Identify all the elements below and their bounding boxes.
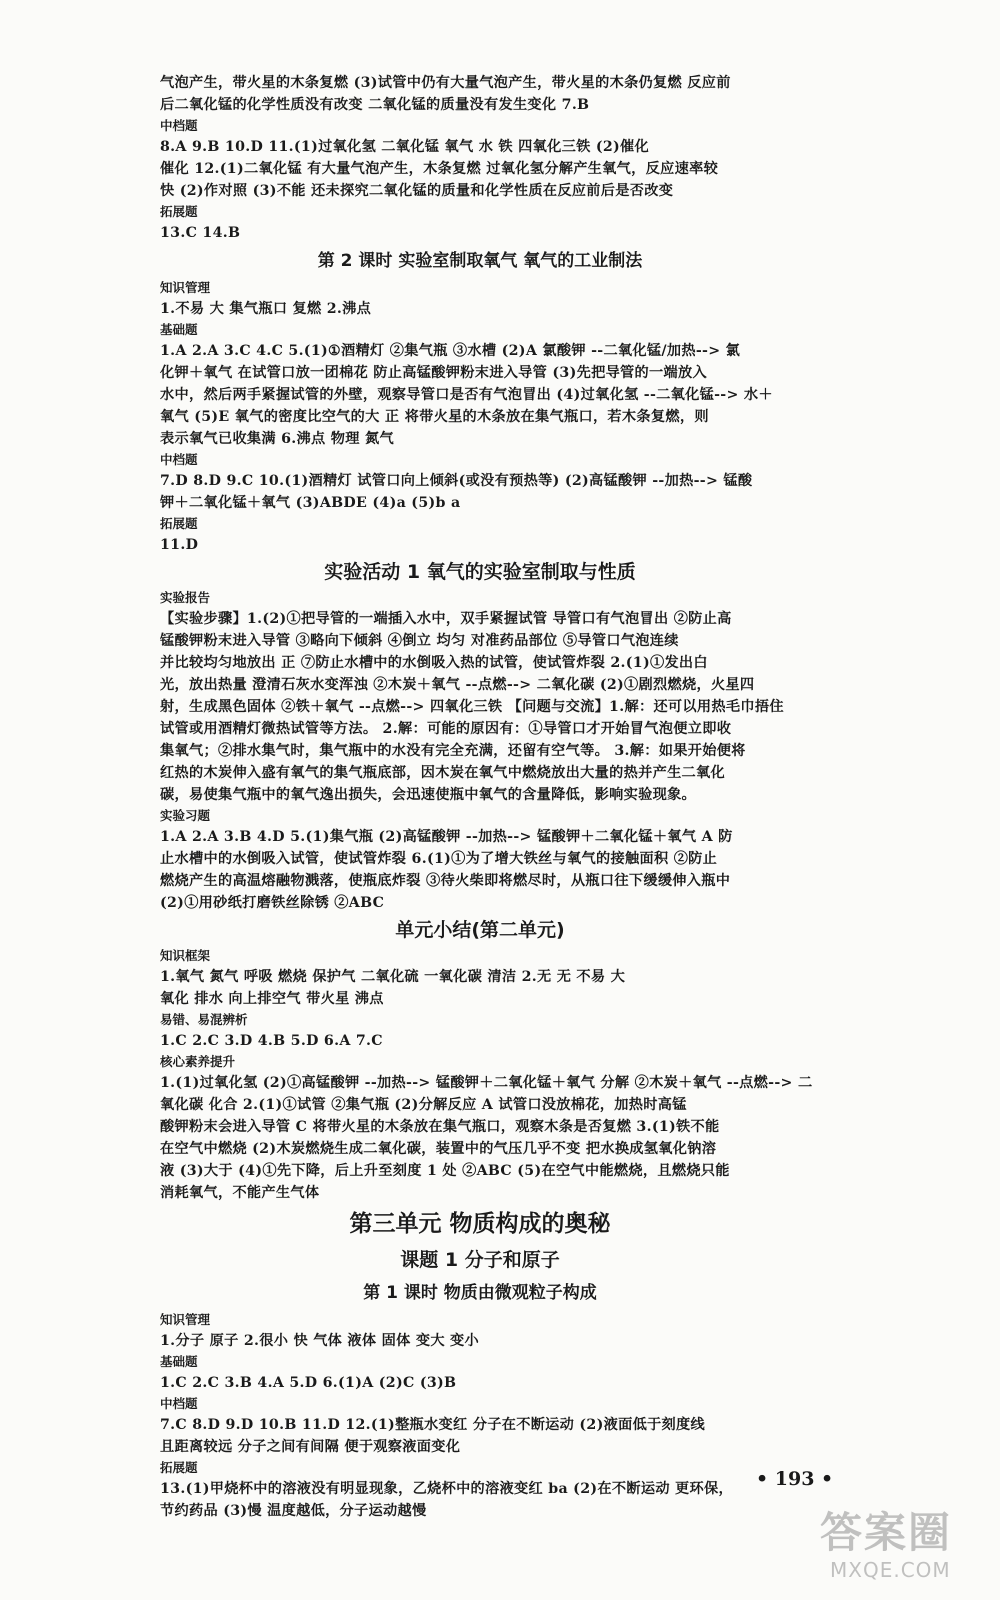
- text-line: 1.C 2.C 3.B 4.A 5.D 6.(1)A (2)C (3)B: [160, 1375, 457, 1391]
- text-line: 酸钾粉末会进入导管 C 将带火星的木条放在集气瓶口，观察木条是否复燃 3.(1)铁不能: [160, 1119, 720, 1135]
- section-label: 拓展题: [160, 204, 198, 219]
- text-line: 试管或用酒精灯微热试管等方法。 2.解：可能的原因有：①导管口才开始冒气泡便立即收: [160, 721, 732, 737]
- text-line: 1.A 2.A 3.C 4.C 5.(1)①酒精灯 ②集气瓶 ③水槽 (2)A 氯酸钾 --二氧化锰/加热--> 氯: [160, 343, 741, 359]
- text-line: 1.氧气 氮气 呼吸 燃烧 保护气 二氧化硫 一氧化碳 清洁 2.无 无 不易 大: [160, 969, 626, 985]
- text-line: 1.不易 大 集气瓶口 复燃 2.沸点: [160, 301, 372, 317]
- text-line: 【实验步骤】1.(2)①把导管的一端插入水中，双手紧握试管 导管口有气泡冒出 ②防止高: [160, 611, 732, 627]
- text-line: 节约药品 (3)慢 温度越低，分子运动越慢: [160, 1503, 427, 1519]
- text-line: 11.D: [160, 537, 199, 553]
- text-line: 1.(1)过氧化氢 (2)①高锰酸钾 --加热--> 锰酸钾＋二氧化锰＋氧气 分解 ②木炭＋氧气 --点燃--> 二: [160, 1075, 813, 1091]
- text-line: 钾＋二氧化锰＋氧气 (3)ABDE (4)a (5)b a: [160, 495, 461, 511]
- text-line: 在空气中燃烧 (2)木炭燃烧生成二氧化碳，装置中的气压几乎不变 把水换成氢氧化钠溶: [160, 1141, 717, 1157]
- section-label: 基础题: [160, 322, 198, 337]
- section-label: 知识管理: [160, 280, 211, 295]
- text-line: 光，放出热量 澄清石灰水变浑浊 ②木炭＋氧气 --点燃--> 二氧化碳 (2)①剧烈燃烧，火星四: [160, 677, 755, 693]
- text-line: 射，生成黑色固体 ②铁＋氧气 --点燃--> 四氧化三铁 【问题与交流】1.解：还可以用热毛巾捂住: [160, 699, 784, 715]
- text-line: 氧化 排水 向上排空气 带火星 沸点: [160, 991, 384, 1007]
- answer-page: [160, 72, 813, 1522]
- section-label: 易错、易混辨析: [160, 1012, 248, 1027]
- text-line: 止水槽中的水倒吸入试管，使试管炸裂 6.(1)①为了增大铁丝与氧气的接触面积 ②防止: [160, 851, 718, 867]
- page-number: • 193 •: [756, 1468, 834, 1490]
- text-line: 快 (2)作对照 (3)不能 还未探究二氧化锰的质量和化学性质在反应前后是否改变: [160, 183, 674, 199]
- text-line: 氧化碳 化合 2.(1)①试管 ②集气瓶 (2)分解反应 A 试管口没放棉花，加热时高锰: [160, 1097, 687, 1113]
- section-label: 核心素养提升: [160, 1054, 236, 1069]
- text-line: 且距离较远 分子之间有间隔 便于观察液面变化: [160, 1439, 461, 1455]
- text-line: 后二氧化锰的化学性质没有改变 二氧化锰的质量没有发生变化 7.B: [160, 97, 590, 113]
- section-label: 知识管理: [160, 1312, 211, 1327]
- text-line: 7.C 8.D 9.D 10.B 11.D 12.(1)整瓶水变红 分子在不断运动 (2)液面低于刻度线: [160, 1417, 706, 1433]
- text-line: 8.A 9.B 10.D 11.(1)过氧化氢 二氧化锰 氧气 水 铁 四氧化三铁 (2)催化: [160, 139, 650, 155]
- text-line: (2)①用砂纸打磨铁丝除锈 ②ABC: [160, 895, 385, 911]
- text-line: 液 (3)大于 (4)①先下降，后上升至刻度 1 处 ②ABC (5)在空气中能燃烧，且燃烧只能: [160, 1163, 730, 1179]
- section-label: 知识框架: [160, 948, 211, 963]
- section-heading: 第 1 课时 物质由微观粒子构成: [363, 1283, 597, 1303]
- watermark-title: 答案圈: [820, 1508, 953, 1557]
- section-heading: 第 2 课时 实验室制取氧气 氧气的工业制法: [317, 251, 643, 271]
- watermark-logo: [820, 1500, 980, 1590]
- text-line: 锰酸钾粉末进入导管 ③略向下倾斜 ④倒立 均匀 对准药品部位 ⑤导管口气泡连续: [160, 633, 679, 649]
- text-line: 13.(1)甲烧杯中的溶液没有明显现象，乙烧杯中的溶液变红 ba (2)在不断运动 更环保，: [160, 1481, 734, 1497]
- section-label: 拓展题: [160, 1460, 198, 1475]
- text-line: 碳，易使集气瓶中的氧气逸出损失，会迅速使瓶中氧气的含量降低，影响实验现象。: [160, 787, 697, 803]
- section-label: 实验习题: [160, 808, 211, 823]
- section-heading: 第三单元 物质构成的奥秘: [349, 1211, 611, 1237]
- text-line: 并比较均匀地放出 正 ⑦防止水槽中的水倒吸入热的试管，使试管炸裂 2.(1)①发出白: [160, 655, 708, 671]
- section-heading: 单元小结(第二单元): [395, 919, 565, 941]
- watermark-url: MXQE.COM: [830, 1558, 951, 1582]
- section-label: 中档题: [160, 452, 198, 467]
- section-heading: 课题 1 分子和原子: [400, 1249, 560, 1271]
- section-label: 拓展题: [160, 516, 198, 531]
- text-line: 1.A 2.A 3.B 4.D 5.(1)集气瓶 (2)高锰酸钾 --加热--> 锰酸钾＋二氧化锰＋氧气 A 防: [160, 829, 733, 845]
- text-line: 消耗氧气，不能产生气体: [160, 1185, 320, 1201]
- text-line: 13.C 14.B: [160, 225, 241, 241]
- text-line: 集氧气；②排水集气时，集气瓶中的水没有完全充满，还留有空气等。 3.解：如果开始便将: [160, 743, 746, 759]
- text-line: 水中，然后两手紧握试管的外壁，观察导管口是否有气泡冒出 (4)过氧化氢 --二氧化锰--> 水＋: [160, 387, 773, 403]
- text-line: 燃烧产生的高温熔融物溅落，使瓶底炸裂 ③待火柴即将燃尽时，从瓶口往下缓缓伸入瓶中: [160, 873, 731, 889]
- text-line: 1.分子 原子 2.很小 快 气体 液体 固体 变大 变小: [160, 1333, 480, 1349]
- section-label: 中档题: [160, 118, 198, 133]
- text-line: 1.C 2.C 3.D 4.B 5.D 6.A 7.C: [160, 1033, 383, 1049]
- section-heading: 实验活动 1 氧气的实验室制取与性质: [324, 561, 636, 583]
- text-line: 氧气 (5)E 氧气的密度比空气的大 正 将带火星的木条放在集气瓶口，若木条复燃，则: [160, 409, 709, 425]
- section-label: 中档题: [160, 1396, 198, 1411]
- text-line: 7.D 8.D 9.C 10.(1)酒精灯 试管口向上倾斜(或没有预热等) (2)高锰酸钾 --加热--> 锰酸: [160, 473, 753, 489]
- section-label: 基础题: [160, 1354, 198, 1369]
- text-line: 催化 12.(1)二氧化锰 有大量气泡产生，木条复燃 过氧化氢分解产生氧气，反应速率较: [160, 161, 719, 177]
- text-line: 红热的木炭伸入盛有氧气的集气瓶底部，因木炭在氧气中燃烧放出大量的热并产生二氧化: [160, 765, 726, 781]
- text-line: 化钾＋氧气 在试管口放一团棉花 防止高锰酸钾粉末进入导管 (3)先把导管的一端放入: [160, 365, 707, 381]
- text-line: 表示氧气已收集满 6.沸点 物理 氮气: [160, 431, 394, 447]
- section-label: 实验报告: [160, 590, 211, 605]
- text-line: 气泡产生，带火星的木条复燃 (3)试管中仍有大量气泡产生，带火星的木条仍复燃 反应前: [160, 75, 731, 91]
